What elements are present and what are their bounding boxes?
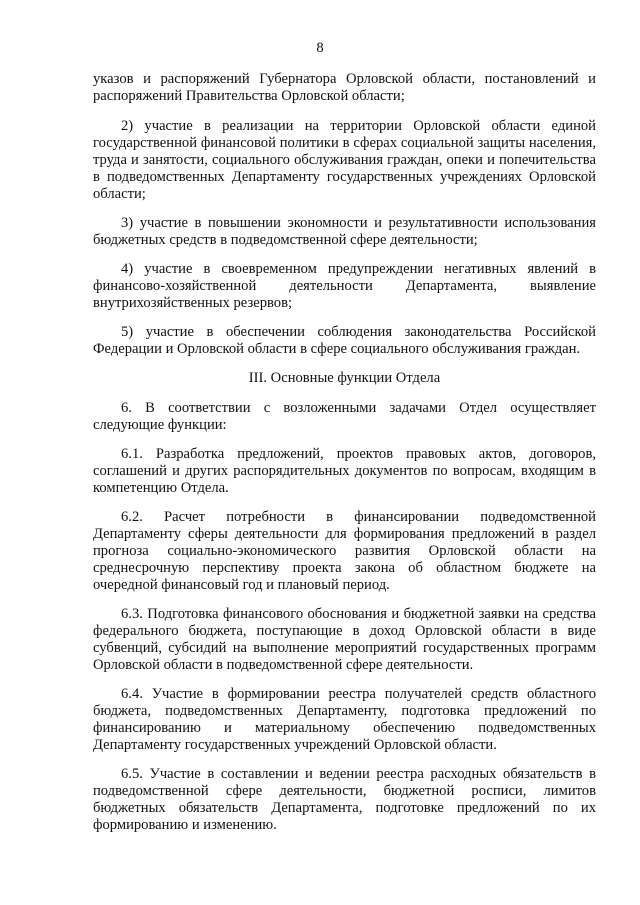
section-heading: III. Основные функции Отдела — [248, 370, 441, 386]
paragraph-item-3: 3) участие в повышении экономности и результативности использования бюджетных средств в подведомственной сфере деятельности; — [93, 215, 596, 248]
paragraph-function-6: 6. В соответствии с возложенными задачами Отдел осуществляет следующие функции: — [93, 400, 596, 433]
paragraph-item-5: 5) участие в обеспечении соблюдения законодательства Российской Федерации и Орловской области в сфере социального обслуживания граждан. — [93, 324, 596, 357]
page-number: 8 — [316, 40, 324, 56]
document-body — [93, 71, 596, 846]
paragraph-function-6-1: 6.1. Разработка предложений, проектов правовых актов, договоров, соглашений и других распорядительных документов по вопросам, входящим в компетенцию Отдела. — [93, 446, 596, 496]
paragraph-continuation: указов и распоряжений Губернатора Орловской области, постановлений и распоряжений Правительства Орловской области; — [93, 71, 596, 104]
paragraph-function-6-3: 6.3. Подготовка финансового обоснования и бюджетной заявки на средства федерального бюджета, поступающие в доход Орловской области в виде субвенций, субсидий на выполнение мероприятий государственных программ Орловской области в подведомственной сфере деятельности. — [93, 606, 596, 673]
paragraph-item-4: 4) участие в своевременном предупреждении негативных явлений в финансово-хозяйственной деятельности Департамента, выявление внутрихозяйственных резервов; — [93, 261, 596, 311]
paragraph-function-6-2: 6.2. Расчет потребности в финансировании подведомственной Департаменту сферы деятельности для формирования предложений в раздел прогноза социально-экономического развития Орловской области на среднесрочную перспективу проекта закона об областном бюджете на очередной финансовый год и плановый период. — [93, 509, 596, 593]
paragraph-function-6-5: 6.5. Участие в составлении и ведении реестра расходных обязательств в подведомственной сфере деятельности, бюджетной росписи, лимитов бюджетных обязательств Департамента, подготовке предложений по их формированию и изменению. — [93, 766, 596, 833]
paragraph-item-2: 2) участие в реализации на территории Орловской области единой государственной финансовой политики в сферах социальной защиты населения, труда и занятости, социального обслуживания граждан, опеки и попечительства в подведомственных Департаменту государственных учреждениях Орловской области; — [93, 118, 596, 202]
paragraph-function-6-4: 6.4. Участие в формировании реестра получателей средств областного бюджета, подведомственных Департаменту, подготовка предложений по финансированию и материальному обеспечению подведомственных Департаменту государственных учреждений Орловской области. — [93, 686, 596, 753]
